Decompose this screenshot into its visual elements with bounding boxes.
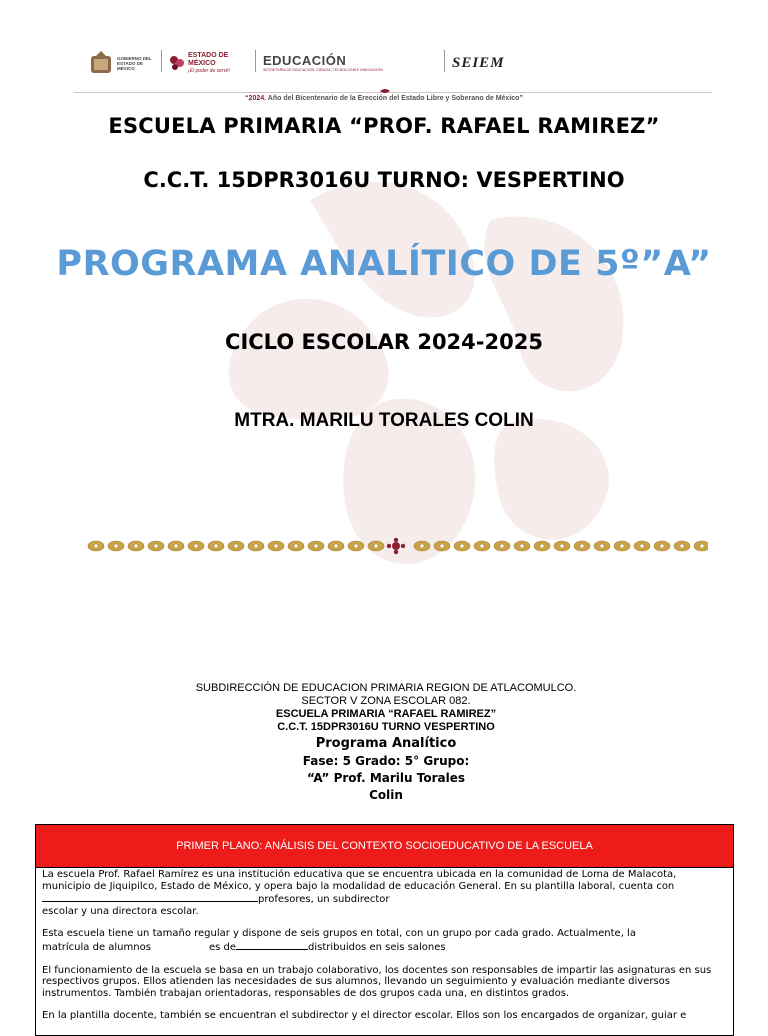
ornament-dot xyxy=(440,544,444,548)
p1-text-c: escolar y una directora escolar. xyxy=(42,905,199,917)
ornament-dot xyxy=(114,544,118,548)
programa-analitico-label: Programa Analítico xyxy=(315,736,457,751)
sector-line: SECTOR V ZONA ESCOLAR 082. xyxy=(301,695,471,707)
gobierno-logo xyxy=(88,48,152,78)
fase-line-2: “A” Prof. Marilu Torales xyxy=(307,771,465,785)
cct-line: C.C.T. 15DPR3016U TURNO: VESPERTINO xyxy=(143,168,625,192)
edomex-logo xyxy=(168,48,248,78)
subdireccion-line: SUBDIRECCIÓN DE EDUCACION PRIMARIA REGION DE ATLACOMULCO. xyxy=(195,682,577,694)
ornament-dot xyxy=(254,544,258,548)
table-body xyxy=(36,868,733,1022)
p2-text-c: es de xyxy=(208,941,236,953)
educacion-title: EDUCACIÓN xyxy=(263,52,347,68)
motto-text: Año del Bicentenario de la Erección del Estado Libre y Soberano de México” xyxy=(266,95,523,102)
paragraph-2 xyxy=(42,928,727,953)
ornament-dot xyxy=(480,544,484,548)
ornament-dot xyxy=(274,544,278,548)
ornament-dot xyxy=(234,544,238,548)
ornament-dot xyxy=(294,544,298,548)
ornament-dot xyxy=(214,544,218,548)
ornament-dot xyxy=(540,544,544,548)
school-cycle: CICLO ESCOLAR 2024-2025 xyxy=(225,330,543,354)
fase-line-1: Fase: 5 Grado: 5° Grupo: xyxy=(302,754,470,768)
edomex-emblem-icon xyxy=(168,54,186,72)
gobierno-text-1: GOBIERNO DEL xyxy=(117,55,152,61)
blank-teachers-count[interactable] xyxy=(42,892,258,902)
school-line: ESCUELA PRIMARIA “RAFAEL RAMIREZ” xyxy=(275,708,497,720)
ornament-dot xyxy=(460,544,464,548)
cct-turno-line: C.C.T. 15DPR3016U TURNO VESPERTINO xyxy=(277,721,495,733)
p2-text-d: distribuidos en seis salones xyxy=(307,941,446,953)
paragraph-4: En la plantilla docente, también se encuentran el subdirector y el director escolar. Ellos son los encargados de organizar, guiar e xyxy=(42,1010,687,1022)
edomex-text: ESTADO DE MÉXICO xyxy=(188,52,229,67)
edomex-tagline: ¡El poder de servir! xyxy=(188,68,231,74)
program-title: PROGRAMA ANALÍTICO DE 5º”A” xyxy=(56,244,712,284)
ornament-dot xyxy=(560,544,564,548)
context-analysis-table xyxy=(35,824,734,1036)
p2-text-a: Esta escuela tiene un tamaño regular y dispone de seis grupos en total, con un grupo por cada grado. Actualmente, la xyxy=(42,928,636,940)
ornament-dot xyxy=(354,544,358,548)
p2-text-b: matrícula de alumnos xyxy=(42,941,151,953)
blank-enrollment[interactable] xyxy=(236,940,308,950)
fase-grado-grupo xyxy=(0,753,768,804)
paragraph-1 xyxy=(42,869,727,917)
ornament-dot xyxy=(520,544,524,548)
ornament-dot xyxy=(640,544,644,548)
ornament-dot xyxy=(660,544,664,548)
p1-text-b: profesores, un subdirector xyxy=(258,894,390,906)
table-header: PRIMER PLANO: ANÁLISIS DEL CONTEXTO SOCIOEDUCATIVO DE LA ESCUELA xyxy=(36,825,733,868)
ornament-dot xyxy=(700,544,704,548)
ornament-dot xyxy=(620,544,624,548)
watermark-logo xyxy=(190,160,660,590)
motto-year: “2024. xyxy=(245,95,267,102)
ornament-dot xyxy=(420,544,424,548)
ornament-dot xyxy=(600,544,604,548)
school-name: ESCUELA PRIMARIA “PROF. RAFAEL RAMIREZ” xyxy=(108,114,660,138)
coat-of-arms-icon xyxy=(88,50,114,76)
educacion-subtitle: SECRETARÍA DE EDUCACIÓN, CIENCIA, TECNOLOGÍA E INNOVACIÓN xyxy=(263,67,383,72)
ornament-dot xyxy=(314,544,318,548)
gobierno-text-2: ESTADO DE xyxy=(117,60,143,66)
ornament-dot xyxy=(334,544,338,548)
seiem-text: SEIEM xyxy=(452,54,505,71)
p1-text-a: La escuela Prof. Rafael Ramírez es una institución educativa que se encuentra ubicada en la comunidad de Loma de Malacota, municipio de Jiquipilco, Estado de México, y opera bajo la modalidad de educación General. En su plantilla laboral, cuenta con xyxy=(42,869,677,892)
ornamental-divider xyxy=(84,536,708,556)
year-motto xyxy=(0,95,768,102)
flourish-icon xyxy=(380,87,390,95)
gobierno-text-3: MÉXICO xyxy=(117,65,135,71)
fase-line-3: Colin xyxy=(369,788,403,802)
header-rule xyxy=(74,92,712,93)
header-logos xyxy=(0,48,768,82)
educacion-logo xyxy=(263,48,439,78)
ornament-dot xyxy=(580,544,584,548)
ornament-dot xyxy=(174,544,178,548)
seiem-logo xyxy=(452,48,505,78)
ornament-dot xyxy=(134,544,138,548)
ornament-dot xyxy=(680,544,684,548)
ornament-dot xyxy=(374,544,378,548)
paragraph-3: El funcionamiento de la escuela se basa en un trabajo colaborativo, los docentes son responsables de impartir las asignaturas en sus respectivos grupos. Ellos atienden las necesidades de sus alumnos, llevando un seguimiento y evaluación mediante diversos instrumentos. También trabajan orientadoras, responsables de dos grupos cada una, en distintos grados. xyxy=(42,964,712,999)
ornament-dot xyxy=(500,544,504,548)
ornament-dot xyxy=(194,544,198,548)
ornament-dot xyxy=(154,544,158,548)
sub-header xyxy=(0,682,768,734)
ornament-dot xyxy=(94,544,98,548)
teacher-name: MTRA. MARILU TORALES COLIN xyxy=(234,410,534,431)
